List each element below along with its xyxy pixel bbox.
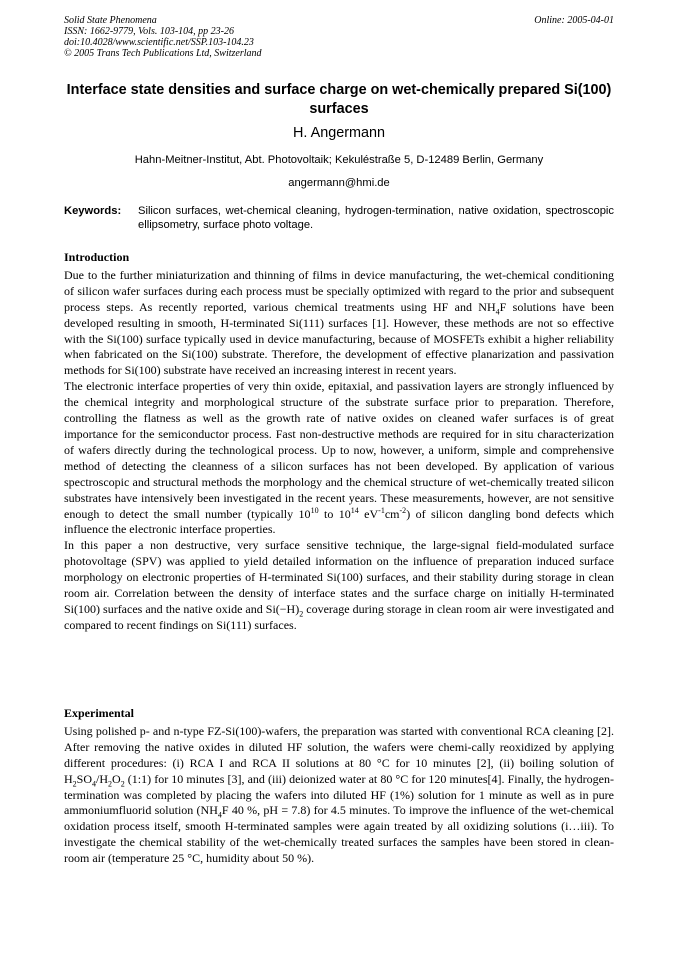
keywords-block — [64, 204, 614, 232]
online-date: Online: 2005-04-01 — [534, 15, 614, 26]
introduction-paragraph-2: The electronic interface properties of very thin oxide, epitaxial, and passivation layers are strongly influenced by the chemical integrity and morphological structure of the substrate surface prior to preparation. Therefore, controlling the flatness as well as the growth rate of native oxides on cleaned wafer surfaces is of great importance for the semiconductor process. Fast non-destructive methods are required for in situ characterization of wafers directly during the technological process. Up to now, however, a uniform, simple and comprehensive method of detecting the cleanness of a silicon surfaces has not been developed. By application of various spectroscopic and structural methods the morphology and the chemical structure of wet-chemically treated silicon substrates have intensively been investigated in the recent years. These measurements, however, are not sensitive enough to detect the small number (typically $10^{10}$ to $10^{14}$ $eV^{-1}cm^{-2}$) of silicon dangling bond defects which influence the electronic interface properties. — [64, 379, 615, 537]
experimental-paragraph-1: Using polished p- and n-type FZ-Si(100)-wafers, the preparation was started with conventional RCA cleaning [2]. After removing the native oxides in diluted HF solution, the wafers were chemi-cally reoxidized by applying different procedures: (i) RCA I and RCA II solutions at 80 °C for 10 minutes [2], (ii) boiling solution of $H_2SO_4/H_2O_2$ (1:1) for 10 minutes [3], and (iii) deionized water at 80 °C for 120 minutes[4]. Finally, the hydrogen-termination was completed by placing the wafers into diluted HF (1%) solution for 1 minute as well as in pure ammoniumfluorid solution ($NH_4F$ 40 %, pH = 7.8) for 4.5 minutes. To improve the influence of the wet-chemical oxidation process itself, smooth H-terminated samples were again treated by all oxidizing solutions (i…iii). To investigate the chemical stability of the wet-chemically treated surfaces the samples have been stored in clean-room air (temperature 25 °C, humidity about 50 %). — [64, 723, 614, 866]
introduction-heading: Introduction — [64, 250, 130, 264]
issn-line: ISSN: 1662-9779, Vols. 103-104, pp 23-26 — [64, 26, 234, 37]
introduction-paragraph-1: Due to the further miniaturization and thinning of films in device manufacturing, the wet-chemical conditioning of silicon wafer surfaces during each process must be specially optimized with regard to the prior and subsequent process steps. As recently reported, various chemical treatments using HF and $NH_4F$ solutions have been developed resulting in smooth, H-terminated Si(111) surfaces [1]. However, these methods are not so effective with the Si(100) surface typically used in device manufacturing, because of MOSFETs exhibit a higher reliability when fabricated on the Si(100) substrate. Therefore, the development of effective planarization and passivation methods for Si(100) substrate have received an increasing interest in recent years. — [64, 267, 614, 378]
paper-title: Interface state densities and surface charge on wet-chemically prepared Si(100) surfaces — [66, 82, 612, 117]
copyright-line: © 2005 Trans Tech Publications Ltd, Switzerland — [64, 48, 262, 59]
journal-name: Solid State Phenomena — [64, 15, 157, 26]
author-name: H. Angermann — [293, 125, 385, 141]
author-email: angermann@hmi.de — [288, 177, 390, 189]
keywords-label: Keywords: — [64, 205, 122, 217]
introduction-paragraph-3: In this paper a non destructive, very surface sensitive technique, the large-signal field-modulated surface photovoltage (SPV) was applied to yield detailed information on the influence of preparation induced surface morphology on electronic properties of H-terminated Si(100) surfaces, and their stability during storage in clean room air. Correlation between the density of interface states and the surface charge on initially H-terminated Si(100) surfaces and the native oxide and $Si(-H)_2$ coverage during storage in clean room air were investigated and compared to recent findings on Si(111) surfaces. — [64, 538, 614, 632]
doi-line: doi:10.4028/www.scientific.net/SSP.103-104.23 — [64, 37, 254, 48]
publication-header — [64, 15, 262, 59]
keywords-text: Silicon surfaces, wet-chemical cleaning, hydrogen-termination, native oxidation, spectroscopic ellipsometry, surface photo voltage. — [138, 205, 614, 231]
introduction-section — [64, 250, 614, 634]
experimental-section — [64, 706, 614, 867]
experimental-heading: Experimental — [64, 706, 134, 720]
author-affiliation: Hahn-Meitner-Institut, Abt. Photovoltaik; Kekuléstraße 5, D-12489 Berlin, Germany — [134, 154, 544, 166]
